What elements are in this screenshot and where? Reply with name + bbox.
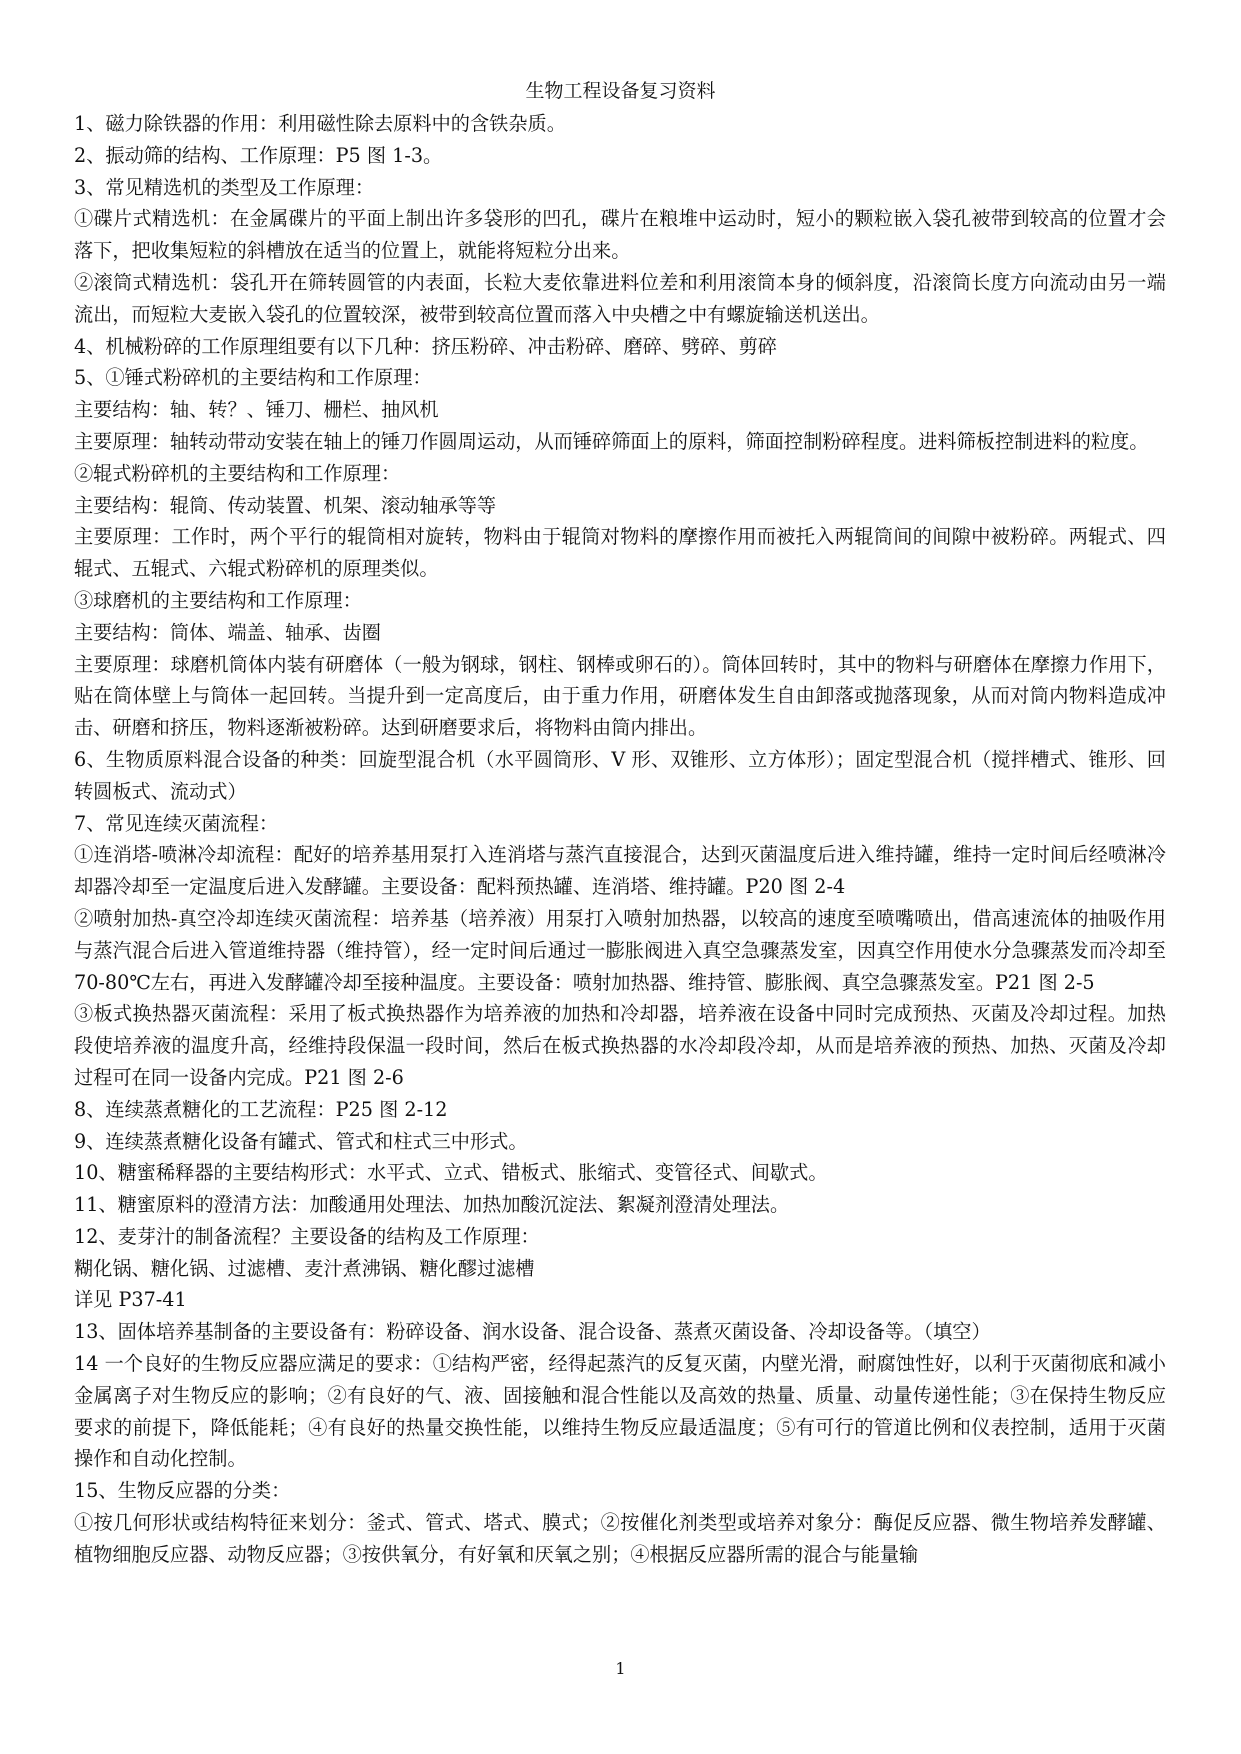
paragraph: 主要原理：轴转动带动安装在轴上的锤刀作圆周运动，从而锤碎筛面上的原料，筛面控制粉碎程度。进料筛板控制进料的粒度。 — [74, 429, 1149, 453]
paragraph: ③球磨机的主要结构和工作原理： — [74, 588, 362, 612]
paragraph: ②喷射加热-真空冷却连续灭菌流程：培养基（培养液）用泵打入喷射加热器，以较高的速度至喷嘴喷出，借高速流体的抽吸作用与蒸汽混合后进入管道维持器（维持管），经一定时间后通过一膨胀阀进入真空急骤蒸发室，因真空作用使水分急骤蒸发而冷却至 70-80℃左右，再进入发酵罐冷却至接种温度。主要设备：喷射加热器、维持管、膨胀阀、真空急骤蒸发室。P21 图 2-5 — [74, 906, 1166, 994]
paragraph: 6、生物质原料混合设备的种类：回旋型混合机（水平圆筒形、V 形、双锥形、立方体形）；固定型混合机（搅拌槽式、锥形、回转圆板式、流动式） — [74, 747, 1166, 803]
paragraph: 2、振动筛的结构、工作原理：P5 图 1-3。 — [74, 143, 443, 167]
paragraph: 主要原理：球磨机筒体内装有研磨体（一般为钢球，钢柱、钢棒或卵石的）。筒体回转时，其中的物料与研磨体在摩擦力作用下，贴在筒体壁上与筒体一起回转。当提升到一定高度后，由于重力作用，研磨体发生自由卸落或抛落现象，从而对筒内物料造成冲击、研磨和挤压，物料逐渐被粉碎。达到研磨要求后，将物料由筒内排出。 — [74, 652, 1166, 740]
paragraph: 5、①锤式粉碎机的主要结构和工作原理： — [74, 366, 432, 390]
paragraph: 15、生物反应器的分类： — [74, 1479, 291, 1503]
paragraph: ②辊式粉碎机的主要结构和工作原理： — [74, 461, 401, 485]
paragraph: 1、磁力除铁器的作用：利用磁性除去原料中的含铁杂质。 — [74, 112, 566, 135]
paragraph: 主要原理：工作时，两个平行的辊筒相对旋转，物料由于辊筒对物料的摩擦作用而被托入两辊筒间的间隙中被粉碎。两辊式、四辊式、五辊式、六辊式粉碎机的原理类似。 — [74, 525, 1166, 581]
paragraph: 详见 P37-41 — [74, 1288, 187, 1312]
paragraph: ①按几何形状或结构特征来划分：釜式、管式、塔式、膜式；②按催化剂类型或培养对象分：酶促反应器、微生物培养发酵罐、植物细胞反应器、动物反应器；③按供氧分，有好氧和厌氧之别；④根据反应器所需的混合与能量输 — [74, 1511, 1166, 1566]
paragraph: 3、常见精选机的类型及工作原理： — [74, 175, 375, 199]
document-title: 生物工程设备复习资料 — [525, 80, 716, 102]
paragraph: 4、机械粉碎的工作原理组要有以下几种：挤压粉碎、冲击粉碎、磨碎、劈碎、剪碎 — [74, 334, 777, 358]
paragraph: 14 一个良好的生物反应器应满足的要求：①结构严密，经得起蒸汽的反复灭菌，内壁光滑，耐腐蚀性好，以利于灭菌彻底和减小金属离子对生物反应的影响；②有良好的气、液、固接触和混合性能以及高效的热量、质量、动量传递性能；③在保持生物反应要求的前提下，降低能耗；④有良好的热量交换性能，以维持生物反应最适温度；⑤有可行的管道比例和仪表控制，适用于灭菌操作和自动化控制。 — [74, 1352, 1166, 1471]
paragraph: 主要结构：筒体、端盖、轴承、齿圈 — [74, 620, 381, 644]
paragraph: 9、连续蒸煮糖化设备有罐式、管式和柱式三中形式。 — [74, 1129, 528, 1153]
paragraph: ③板式换热器灭菌流程：采用了板式换热器作为培养液的加热和冷却器，培养液在设备中同时完成预热、灭菌及冷却过程。加热段使培养液的温度升高，经维持段保温一段时间，然后在板式换热器的水冷却段冷却，从而是培养液的预热、加热、灭菌及冷却过程可在同一设备内完成。P21 图 2-6 — [74, 1002, 1166, 1089]
paragraph: ②滚筒式精选机：袋孔开在筛转圆管的内表面，长粒大麦依靠进料位差和利用滚筒本身的倾斜度，沿滚筒长度方向流动由另一端流出，而短粒大麦嵌入袋孔的位置较深，被带到较高位置而落入中央槽之中有螺旋输送机送出。 — [74, 270, 1166, 326]
paragraph: 主要结构：轴、转？、锤刀、栅栏、抽风机 — [74, 398, 439, 422]
paragraph: 糊化锅、糖化锅、过滤槽、麦汁煮沸锅、糖化醪过滤槽 — [74, 1256, 535, 1280]
paragraph: 13、固体培养基制备的主要设备有：粉碎设备、润水设备、混合设备、蒸煮灭菌设备、冷却设备等。（填空） — [74, 1320, 991, 1344]
paragraph: ①连消塔-喷淋冷却流程：配好的培养基用泵打入连消塔与蒸汽直接混合，达到灭菌温度后进入维持罐，维持一定时间后经喷淋冷却器冷却至一定温度后进入发酵罐。主要设备：配料预热罐、连消塔、维持罐。P20 图 2-4 — [74, 843, 1166, 899]
paragraph: ①碟片式精选机：在金属碟片的平面上制出许多袋形的凹孔，碟片在粮堆中运动时，短小的颗粒嵌入袋孔被带到较高的位置才会落下，把收集短粒的斜槽放在适当的位置上，就能将短粒分出来。 — [74, 207, 1166, 263]
paragraph: 11、糖蜜原料的澄清方法：加酸通用处理法、加热加酸沉淀法、絮凝剂澄清处理法。 — [74, 1193, 790, 1217]
document-body — [74, 108, 1166, 1571]
page-number: 1 — [615, 1659, 626, 1678]
paragraph: 8、连续蒸煮糖化的工艺流程：P25 图 2-12 — [74, 1097, 448, 1121]
paragraph: 12、麦芽汁的制备流程？主要设备的结构及工作原理： — [74, 1224, 540, 1248]
paragraph: 7、常见连续灭菌流程： — [74, 811, 279, 835]
paragraph: 10、糖蜜稀释器的主要结构形式：水平式、立式、错板式、胀缩式、变管径式、间歇式。 — [74, 1161, 828, 1185]
paragraph: 主要结构：辊筒、传动装置、机架、滚动轴承等等 — [74, 493, 497, 517]
